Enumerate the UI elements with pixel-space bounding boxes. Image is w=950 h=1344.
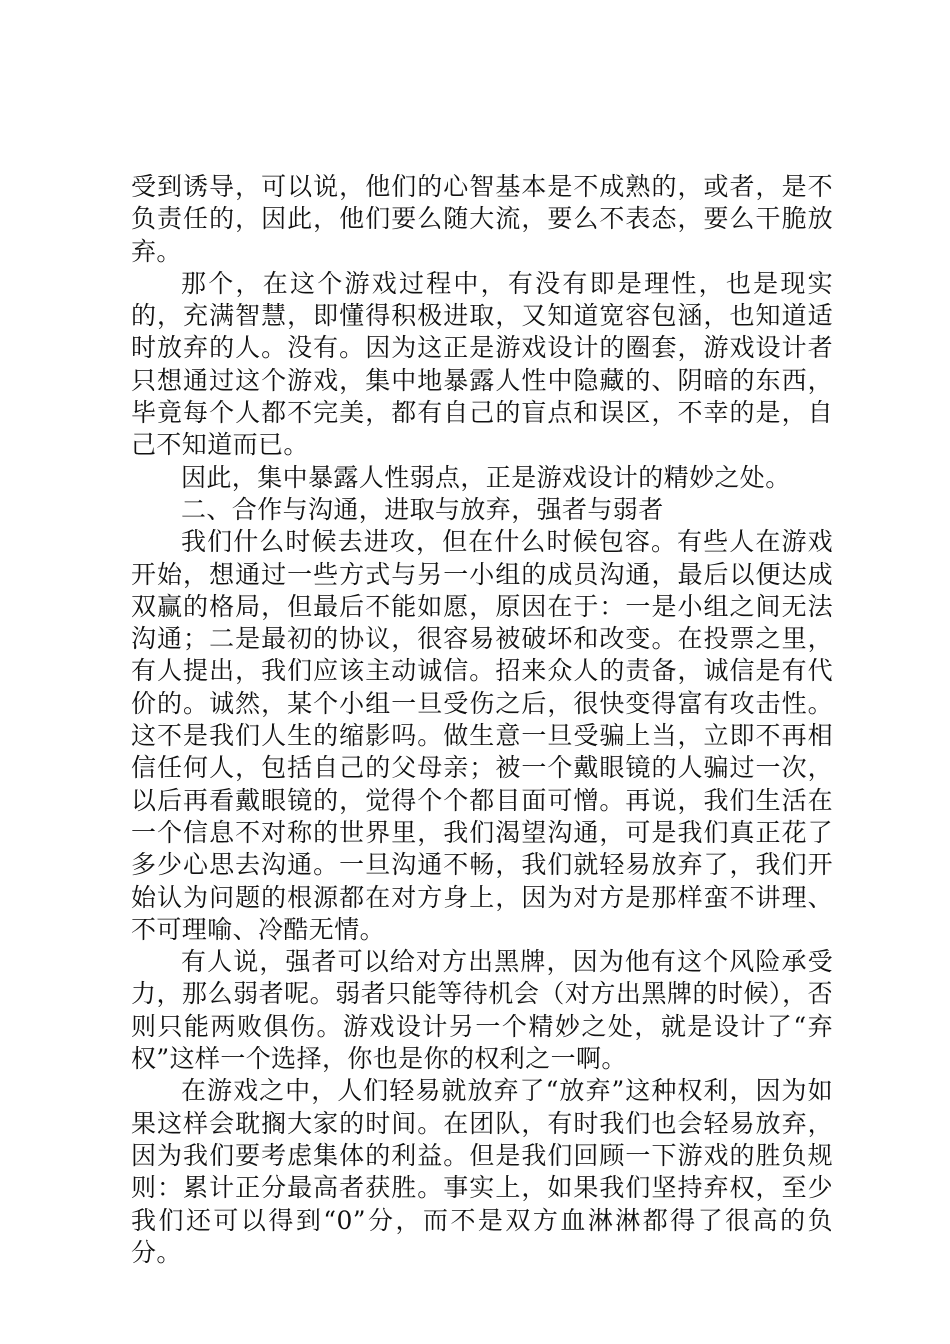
paragraph: 有人说，强者可以给对方出黑牌，因为他有这个风险承受力，那么弱者呢。弱者只能等待机会（对方出黑牌的时候），否则只能两败俱伤。游戏设计另一个精妙之处，就是设计了“弃权”这样一个选择，你也是你的权利之一啊。	[131, 947, 833, 1074]
paragraph: 在游戏之中，人们轻易就放弃了“放弃”这种权利，因为如果这样会耽搁大家的时间。在团队，有时我们也会轻易放弃，因为我们要考虑集体的利益。但是我们回顾一下游戏的胜负规则：累计正分最高者获胜。事实上，如果我们坚持弃权，至少我们还可以得到“0”分，而不是双方血淋淋都得了很高的负分。	[131, 1076, 833, 1267]
paragraph: 那个，在这个游戏过程中，有没有即是理性，也是现实的，充满智慧，即懂得积极进取，又知道宽容包涵，也知道适时放弃的人。没有。因为这正是游戏设计的圈套，游戏设计者只想通过这个游戏，集中地暴露人性中隐藏的、阴暗的东西，毕竟每个人都不完美，都有自己的盲点和误区，不幸的是，自己不知道而已。	[131, 268, 833, 460]
paragraph: 因此，集中暴露人性弱点，正是游戏设计的精妙之处。	[181, 462, 791, 492]
paragraph: 我们什么时候去进攻，但在什么时候包容。有些人在游戏开始，想通过一些方式与另一小组的成员沟通，最后以便达成双赢的格局，但最后不能如愿，原因在于：一是小组之间无法沟通；二是最初的协议，很容易被破坏和改变。在投票之里，有人提出，我们应该主动诚信。招来众人的责备，诚信是有代价的。诚然，某个小组一旦受伤之后，很快变得富有攻击性。这不是我们人生的缩影吗。做生意一旦受骗上当，立即不再相信任何人，包括自己的父母亲；被一个戴眼镜的人骗过一次，以后再看戴眼镜的，觉得个个都目面可憎。再说，我们生活在一个信息不对称的世界里，我们渴望沟通，可是我们真正花了多少心思去沟通。一旦沟通不畅，我们就轻易放弃了，我们开始认为问题的根源都在对方身上，因为对方是那样蛮不讲理、不可理喻、冷酷无情。	[131, 527, 833, 944]
paragraph-continuation: 受到诱导，可以说，他们的心智基本是不成熟的，或者，是不负责任的，因此，他们要么随大流，要么不表态，要么干脆放弃。	[131, 172, 833, 266]
document-body	[131, 171, 833, 1269]
section-heading: 二、合作与沟通，进取与放弃，强者与弱者	[181, 494, 664, 524]
